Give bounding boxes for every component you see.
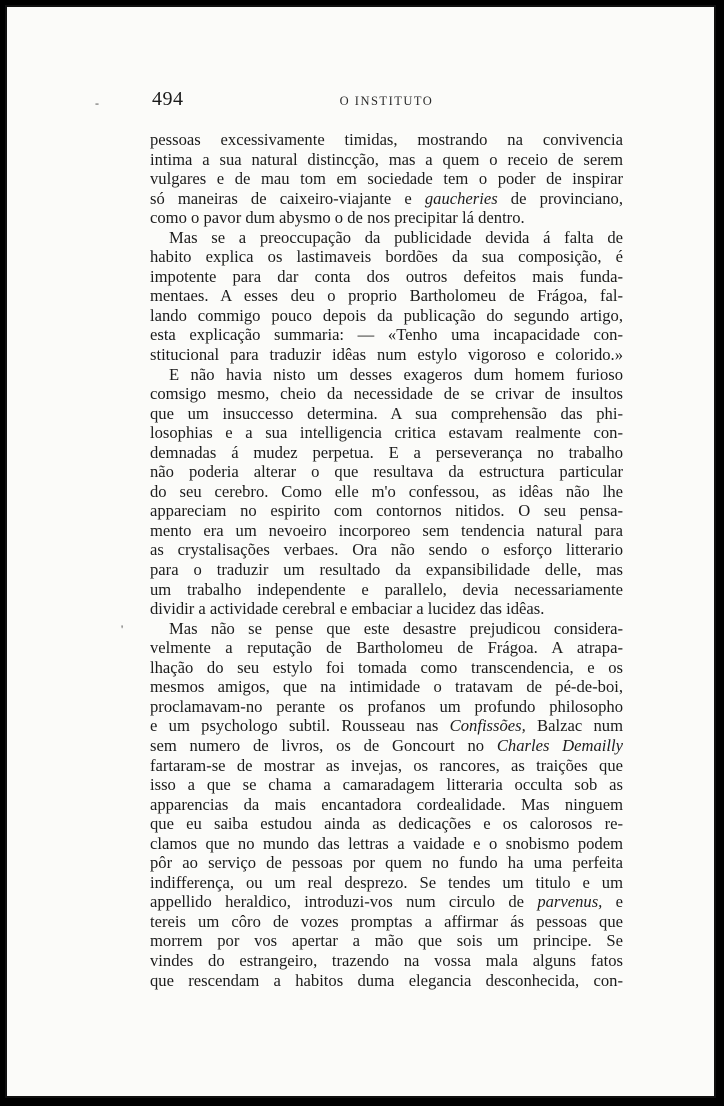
text-line: para o traduzir um resultado da expansibilidade delle, mas bbox=[150, 560, 623, 580]
text-line: pessoas excessivamente timidas, mostrando na convivencia bbox=[150, 130, 623, 149]
text-line: comsigo mesmo, cheio da necessidade de se crivar de insultos bbox=[150, 384, 623, 404]
italic-term: parvenus, bbox=[537, 892, 603, 912]
text-line: mesmos amigos, que na intimidade o tratavam de pé-de-boi, bbox=[150, 677, 623, 697]
text-line: lhação do seu estylo foi tomada como transcendencia, e os bbox=[150, 657, 623, 677]
text-line: impotente para dar conta dos outros defeitos mais funda- bbox=[150, 266, 623, 286]
page-number: 494 bbox=[152, 88, 184, 110]
text-line: mento era um nevoeiro incorporeo sem tendencia natural para bbox=[150, 520, 623, 540]
text-line: morrem por vos apertar a mão que sois um principe. Se bbox=[150, 931, 623, 951]
text-fragment: appellido heraldico, introduzi-vos num circulo de bbox=[150, 892, 538, 912]
text-line: vulgares e de mau tom em sociedade tem o poder de inspirar bbox=[150, 169, 623, 189]
text-line: apparencias da mais encantadora cordealidade. Mas ninguem bbox=[150, 794, 623, 814]
text-line: não poderia alterar o que resultava da estructura particular bbox=[150, 462, 623, 482]
text-line: intima a sua natural distincção, mas a quem o receio de serem bbox=[150, 149, 623, 169]
text-line: tereis um côro de vozes promptas a affirmar ás pessoas que bbox=[150, 911, 623, 931]
italic-title: Confissões, bbox=[449, 716, 526, 736]
text-line: clamos que no mundo das lettras a vaidade e o snobismo podem bbox=[150, 833, 623, 853]
text-line bbox=[150, 189, 623, 209]
text-line: as crystalisações verbaes. Ora não sendo o esforço litterario bbox=[150, 540, 623, 560]
text-line: losophias e a sua intelligencia critica estavam realmente con- bbox=[150, 423, 623, 443]
text-line: que rescendam a habitos duma elegancia desconhecida, con- bbox=[150, 970, 623, 990]
text-line: Mas não se pense que este desastre prejudicou considera- bbox=[169, 618, 623, 638]
text-fragment: Balzac num bbox=[525, 716, 623, 736]
text-line: indifferença, ou um real desprezo. Se tendes um titulo e um bbox=[150, 872, 623, 892]
text-line: mentaes. A esses deu o proprio Bartholomeu de Frágoa, fal- bbox=[150, 286, 623, 306]
text-line: que um insuccesso determina. A sua comprehensão das phi- bbox=[150, 403, 623, 423]
text-line: esta explicação summaria: — «Tenho uma incapacidade con- bbox=[150, 325, 623, 345]
text-line: pôr ao serviço de pessoas por quem no fundo ha uma perfeita bbox=[150, 853, 623, 873]
text-line: E não havia nisto um desses exageros dum homem furioso bbox=[169, 364, 623, 384]
text-line bbox=[150, 716, 623, 736]
text-fragment: de provinciano, bbox=[497, 188, 623, 208]
text-fragment: sem numero de livros, os de Goncourt no bbox=[150, 735, 497, 755]
italic-title: Charles Demailly bbox=[496, 735, 623, 755]
text-fragment: só maneiras de caixeiro-viajante e bbox=[150, 188, 425, 208]
text-line: proclamavam-no perante os profanos um profundo philosopho bbox=[150, 696, 623, 716]
text-line: vindes do estrangeiro, trazendo na vossa mala alguns fatos bbox=[150, 950, 623, 970]
text-line: isso a que se chama a camaradagem litteraria occulta sob as bbox=[150, 775, 623, 795]
margin-mark-mid: ' bbox=[121, 622, 124, 636]
page-header bbox=[150, 88, 623, 118]
text-line: do seu cerebro. Como elle m'o confessou, as idêas não lhe bbox=[150, 481, 623, 501]
text-line: fartaram-se de mostrar as invejas, os rancores, as traições que bbox=[150, 755, 623, 775]
text-line: um trabalho independente e parallelo, devia necessariamente bbox=[150, 579, 623, 599]
text-line: stitucional para traduzir idêas num estylo vigoroso e colorido.» bbox=[150, 345, 623, 365]
text-line bbox=[150, 736, 623, 756]
text-line: que eu saiba estudou ainda as dedicações e os calorosos re- bbox=[150, 814, 623, 834]
text-line: demnadas á mudez perpetua. E a perseverança no trabalho bbox=[150, 442, 623, 462]
body-text bbox=[150, 130, 623, 990]
italic-term: gaucheries bbox=[424, 188, 498, 208]
text-line bbox=[150, 892, 623, 912]
text-fragment: e um psychologo subtil. Rousseau nas bbox=[150, 716, 450, 736]
text-fragment: e bbox=[602, 892, 623, 912]
text-line: lando commigo pouco depois da publicação do segundo artigo, bbox=[150, 305, 623, 325]
margin-mark-top: - bbox=[95, 96, 99, 110]
text-line: Mas se a preoccupação da publicidade devida á falta de bbox=[169, 227, 623, 247]
text-line: habito explica os lastimaveis bordões da sua composição, é bbox=[150, 247, 623, 267]
text-line: velmente a reputação de Bartholomeu de Frágoa. A atrapa- bbox=[150, 638, 623, 658]
text-line: como o pavor dum abysmo o de nos precipitar lá dentro. bbox=[150, 208, 525, 228]
text-line: appareciam no espirito com contornos nitidos. O seu pensa- bbox=[150, 501, 623, 521]
running-title: O INSTITUTO bbox=[339, 94, 434, 108]
text-line: dividir a actividade cerebral e embaciar a lucidez das idêas. bbox=[150, 599, 545, 619]
